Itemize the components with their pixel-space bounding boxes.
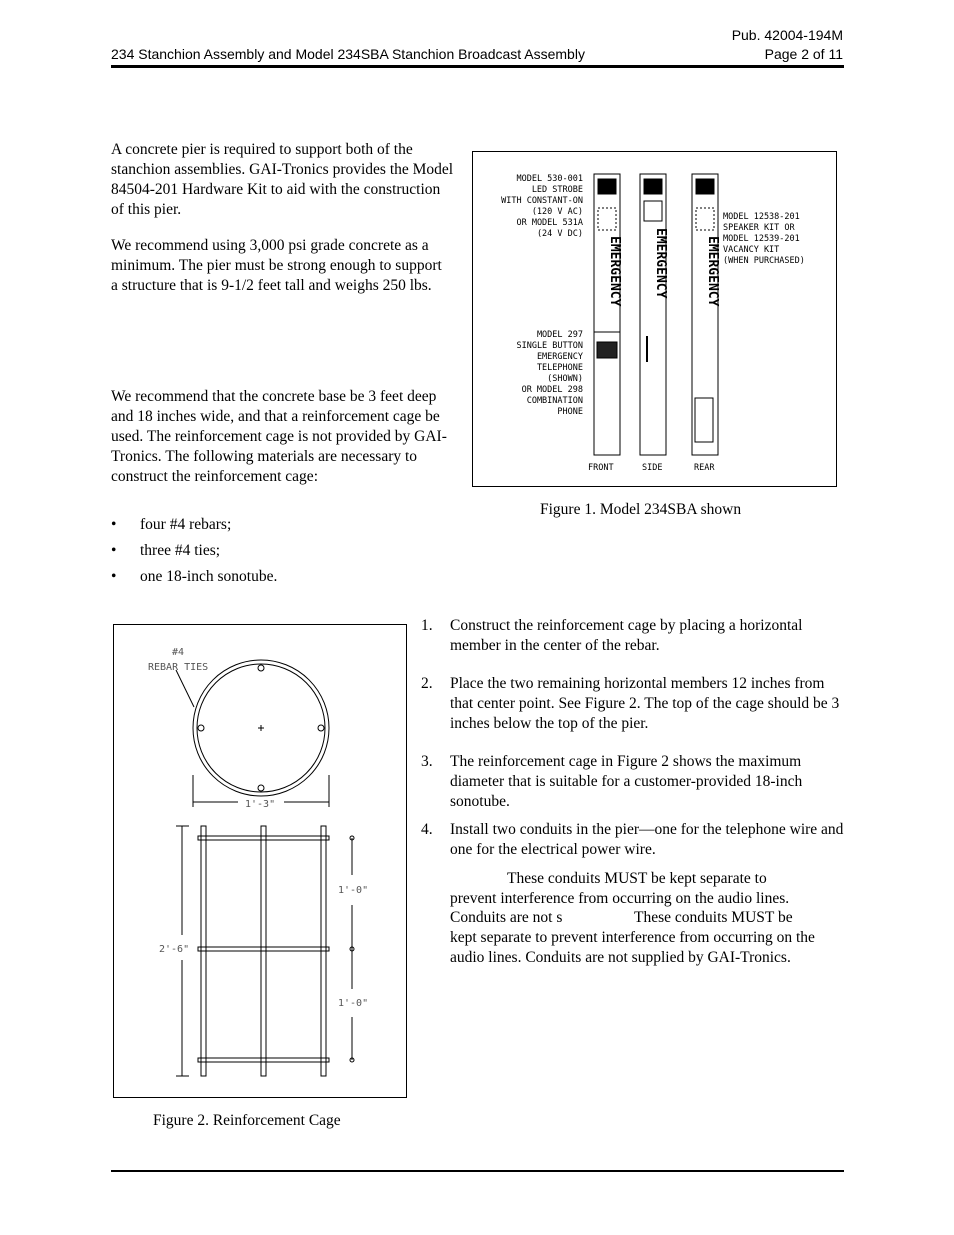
height-dimension: 2'-6" bbox=[159, 944, 190, 955]
view-label-side: SIDE bbox=[642, 463, 663, 473]
intro-paragraph-3: We recommend that the concrete base be 3 feet deep and 18 inches wide, and that a reinforcement cage be used. The reinforcement cage is not provided by GAI-Tronics. The following materials are necessary to construct the reinforcement cage: bbox=[111, 388, 447, 485]
speaker-label-line: MODEL 12539-201 bbox=[723, 234, 800, 244]
speaker-label-line: (WHEN PURCHASED) bbox=[723, 256, 805, 266]
speaker-label-line: MODEL 12538-201 bbox=[723, 212, 800, 222]
header-rule bbox=[111, 65, 844, 68]
front-emergency-text: EMERGENCY bbox=[607, 236, 622, 307]
phone-label-line: TELEPHONE bbox=[536, 363, 583, 373]
tie-label-number: #4 bbox=[172, 647, 185, 658]
document-title: 234 Stanchion Assembly and Model 234SBA Stanchion Broadcast Assembly bbox=[111, 46, 585, 62]
rear-emergency-text: EMERGENCY bbox=[705, 236, 720, 307]
phone-label-line: MODEL 297 bbox=[536, 330, 583, 340]
strobe-label-line: LED STROBE bbox=[531, 185, 583, 195]
strobe-label-line: OR MODEL 531A bbox=[516, 218, 583, 228]
publication-number: Pub. 42004-194M bbox=[731, 27, 843, 43]
reinforcement-cage-drawing bbox=[114, 625, 406, 1097]
tie-label-text: REBAR TIES bbox=[148, 662, 209, 673]
diameter-dimension: 1'-3" bbox=[245, 799, 276, 810]
figure-1-frame bbox=[472, 151, 837, 487]
phone-label-line: COMBINATION bbox=[526, 396, 583, 406]
strobe-label-line: MODEL 530-001 bbox=[516, 174, 583, 184]
phone-label-line: (SHOWN) bbox=[547, 374, 583, 384]
upper-spacing-dimension: 1'-0" bbox=[338, 885, 369, 896]
side-emergency-text: EMERGENCY bbox=[653, 228, 668, 299]
stanchion-drawing bbox=[473, 152, 836, 486]
view-label-rear: REAR bbox=[694, 463, 715, 473]
view-label-front: FRONT bbox=[588, 463, 614, 473]
intro-paragraph-1: A concrete pier is required to support both of the stanchion assemblies. GAI-Tronics provides the Model 84504-201 Hardware Kit to aid with the construction of this pier. bbox=[111, 141, 454, 218]
figure-2-caption: Figure 2. Reinforcement Cage bbox=[153, 1112, 341, 1129]
intro-paragraph-2: We recommend using 3,000 psi grade concrete as a minimum. The pier must be strong enough to support a structure that is 9-1/2 feet tall and weighs 250 lbs. bbox=[111, 237, 442, 294]
figure-2-frame bbox=[113, 624, 407, 1098]
strobe-label-line: (120 V AC) bbox=[531, 207, 583, 217]
phone-label-line: PHONE bbox=[557, 407, 583, 417]
strobe-label-line: WITH CONSTANT-ON bbox=[501, 196, 583, 206]
footer-rule bbox=[111, 1170, 844, 1172]
note-line-1: These conduits MUST be kept separate to bbox=[507, 870, 767, 887]
note-line-3: Conduits are not s These conduits MUST be bbox=[450, 909, 793, 926]
phone-label-line: EMERGENCY bbox=[536, 352, 583, 362]
note-line-2: prevent interference from occurring on the audio lines. bbox=[450, 890, 790, 907]
strobe-label-line: (24 V DC) bbox=[536, 229, 583, 239]
figure-1-caption: Figure 1. Model 234SBA shown bbox=[540, 501, 742, 518]
note-rest: kept separate to prevent interference from occurring on the audio lines. Conduits are not supplied by GAI-Tronics. bbox=[450, 929, 815, 966]
lower-spacing-dimension: 1'-0" bbox=[338, 998, 369, 1009]
page-number: Page 2 of 11 bbox=[764, 46, 843, 62]
phone-label-line: OR MODEL 298 bbox=[521, 385, 583, 395]
phone-label-line: SINGLE BUTTON bbox=[516, 341, 583, 351]
speaker-label-line: SPEAKER KIT OR bbox=[723, 223, 795, 233]
speaker-label-line: VACANCY KIT bbox=[723, 245, 780, 255]
